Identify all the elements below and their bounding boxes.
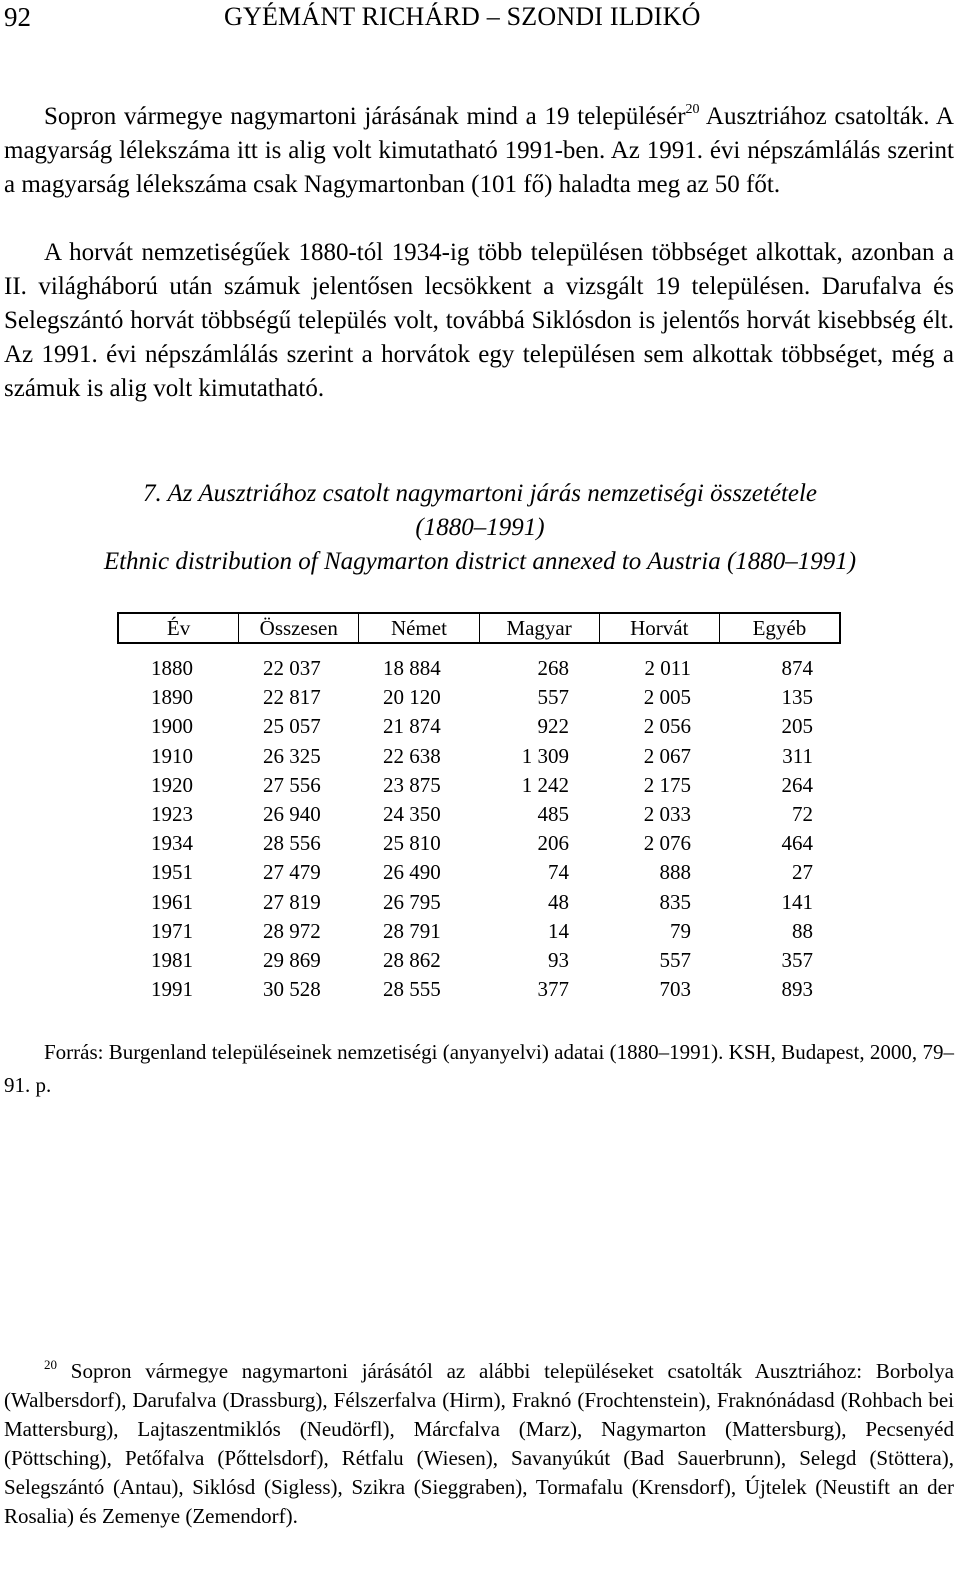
cell-egyeb: 311 xyxy=(782,743,813,768)
table-row xyxy=(117,800,841,829)
cell-total: 25 057 xyxy=(263,714,321,739)
footnote-ref: 20 xyxy=(685,102,700,117)
cell-year: 1991 xyxy=(151,977,193,1002)
cell-magyar: 377 xyxy=(537,977,569,1002)
cell-total: 27 819 xyxy=(263,889,321,914)
cell-horvat: 835 xyxy=(659,889,691,914)
cell-magyar: 1 242 xyxy=(521,772,569,797)
cell-nemet: 24 350 xyxy=(383,801,441,826)
table-row xyxy=(117,742,841,771)
cell-year: 1961 xyxy=(151,889,193,914)
cell-egyeb: 141 xyxy=(781,889,813,914)
cell-nemet: 28 791 xyxy=(383,918,441,943)
col-header-osszesen: Összesen xyxy=(239,614,359,642)
col-header-horvat: Horvát xyxy=(600,614,720,642)
table-body xyxy=(117,654,841,1004)
cell-magyar: 1 309 xyxy=(521,743,569,768)
cell-horvat: 888 xyxy=(659,860,691,885)
cell-magyar: 557 xyxy=(537,685,569,710)
table-caption-years: (1880–1991) xyxy=(415,514,545,541)
cell-magyar: 48 xyxy=(548,889,569,914)
cell-nemet: 26 490 xyxy=(383,860,441,885)
cell-year: 1910 xyxy=(151,743,193,768)
body-paragraph-1 xyxy=(4,100,954,202)
cell-nemet: 20 120 xyxy=(383,685,441,710)
cell-horvat: 703 xyxy=(659,977,691,1002)
cell-egyeb: 264 xyxy=(781,772,813,797)
cell-total: 22 037 xyxy=(263,656,321,680)
cell-year: 1923 xyxy=(151,801,193,826)
cell-egyeb: 357 xyxy=(781,947,813,972)
table-source-note: Forrás: Burgenland településeinek nemzetiségi (anyanyelvi) adatai (1880–1991). KSH, Budapest, 2000, 79–91. p. xyxy=(4,1040,954,1097)
cell-year: 1971 xyxy=(151,918,193,943)
cell-year: 1880 xyxy=(151,656,193,680)
cell-total: 28 972 xyxy=(263,918,321,943)
cell-nemet: 18 884 xyxy=(383,656,441,680)
table-row xyxy=(117,946,841,975)
cell-year: 1934 xyxy=(151,831,193,856)
cell-magyar: 485 xyxy=(537,801,569,826)
col-header-magyar: Magyar xyxy=(480,614,600,642)
table-row xyxy=(117,712,841,741)
cell-horvat: 2 005 xyxy=(643,685,691,710)
cell-magyar: 74 xyxy=(548,860,569,885)
cell-magyar: 922 xyxy=(537,714,569,739)
cell-year: 1981 xyxy=(151,947,193,972)
table-row xyxy=(117,917,841,946)
cell-year: 1951 xyxy=(151,860,193,885)
table-row xyxy=(117,683,841,712)
cell-nemet: 21 874 xyxy=(383,714,441,739)
cell-total: 27 556 xyxy=(263,772,321,797)
page-number: 92 xyxy=(4,2,31,32)
cell-horvat: 2 011 xyxy=(644,656,691,680)
table-row xyxy=(117,858,841,887)
cell-nemet: 25 810 xyxy=(383,831,441,856)
cell-total: 29 869 xyxy=(263,947,321,972)
cell-egyeb: 27 xyxy=(792,860,813,885)
table-row xyxy=(117,888,841,917)
p1-text-b: Ausztriához csatolták. A magyarság lélekszáma itt is alig volt kimutatható 1991-ben. Az 1991. évi népszámlálás szerint a magyarság lélekszáma csak Nagymartonban (101 fő) haladta meg az 50 főt. xyxy=(4,103,954,198)
cell-horvat: 2 067 xyxy=(643,743,691,768)
cell-magyar: 206 xyxy=(537,831,569,856)
cell-egyeb: 72 xyxy=(792,801,813,826)
cell-egyeb: 205 xyxy=(781,714,813,739)
cell-nemet: 26 795 xyxy=(383,889,441,914)
cell-total: 28 556 xyxy=(263,831,321,856)
footnote-number: 20 xyxy=(44,1357,57,1372)
col-header-egyeb: Egyéb xyxy=(752,616,807,640)
cell-total: 26 325 xyxy=(263,743,321,768)
cell-total: 30 528 xyxy=(263,977,321,1002)
cell-egyeb: 464 xyxy=(781,831,813,856)
body-paragraph-2: A horvát nemzetiségűek 1880-tól 1934-ig több településen többséget alkottak, azonban a II. világháború után számuk jelentősen lecsökkent a vizsgált 19 településen. Darufalva és Selegszántó horvát többségű település volt, továbbá Siklósdon is jelentős horvát kisebbség élt. Az 1991. évi népszámlálás szerint a horvátok egy településen sem alkottak többséget, még a számuk is alig volt kimutatható. xyxy=(4,239,954,402)
cell-year: 1890 xyxy=(151,685,193,710)
table-caption-en: Ethnic distribution of Nagymarton district annexed to Austria (1880–1991) xyxy=(103,548,857,575)
cell-egyeb: 874 xyxy=(781,656,813,680)
cell-egyeb: 88 xyxy=(792,918,813,943)
cell-year: 1920 xyxy=(151,772,193,797)
col-header-nemet: Német xyxy=(359,614,479,642)
cell-total: 22 817 xyxy=(263,685,321,710)
cell-year: 1900 xyxy=(151,714,193,739)
table-row xyxy=(117,771,841,800)
cell-horvat: 2 175 xyxy=(643,772,691,797)
cell-magyar: 93 xyxy=(548,947,569,972)
cell-egyeb: 135 xyxy=(781,685,813,710)
cell-nemet: 28 862 xyxy=(383,947,441,972)
cell-horvat: 79 xyxy=(670,918,691,943)
col-header-ev: Év xyxy=(119,614,239,642)
cell-magyar: 14 xyxy=(548,918,569,943)
cell-nemet: 28 555 xyxy=(383,977,441,1002)
cell-horvat: 2 033 xyxy=(643,801,691,826)
cell-egyeb: 893 xyxy=(781,977,813,1002)
footnote-text: Sopron vármegye nagymartoni járásától az alábbi településeket csatolták Ausztriához: Borbolya (Walbersdorf), Darufalva (Drassburg), Félszerfalva (Hirm), Fraknó (Frochtenstein), Fraknónádasd (Rohbach bei Mattersburg), Lajtaszentmiklós (Neudörfl), Márcfalva (Marz), Nagymarton (Mattersburg), Pecsenyéd (Pöttsching), Petőfalva (Pőttelsdorf), Rétfalu (Wiesen), Savanyúkút (Bad Sauerbrunn), Selegd (Stöttera), Selegszántó (Antau), Siklósd (Sigless), Szikra (Sieggraben), Tormafalu (Krensdorf), Újtelek (Neustift an der Rosalia) és Zemenye (Zemendorf). xyxy=(4,1359,954,1528)
p1-text-a: Sopron vármegye nagymartoni járásának mind a 19 településér xyxy=(44,103,686,130)
cell-total: 26 940 xyxy=(263,801,321,826)
cell-nemet: 23 875 xyxy=(383,772,441,797)
cell-total: 27 479 xyxy=(263,860,321,885)
running-head: GYÉMÁNT RICHÁRD – SZONDI ILDIKÓ xyxy=(224,2,701,31)
table-row xyxy=(117,975,841,1004)
cell-horvat: 557 xyxy=(659,947,691,972)
table-row xyxy=(117,654,841,683)
cell-horvat: 2 076 xyxy=(643,831,691,856)
table-caption-hu: 7. Az Ausztriához csatolt nagymartoni járás nemzetiségi összetétele xyxy=(142,480,818,507)
cell-horvat: 2 056 xyxy=(643,714,691,739)
cell-nemet: 22 638 xyxy=(383,743,441,768)
table-row xyxy=(117,829,841,858)
table-header xyxy=(117,612,841,644)
footnote-20 xyxy=(4,1357,954,1531)
cell-magyar: 268 xyxy=(537,656,569,680)
